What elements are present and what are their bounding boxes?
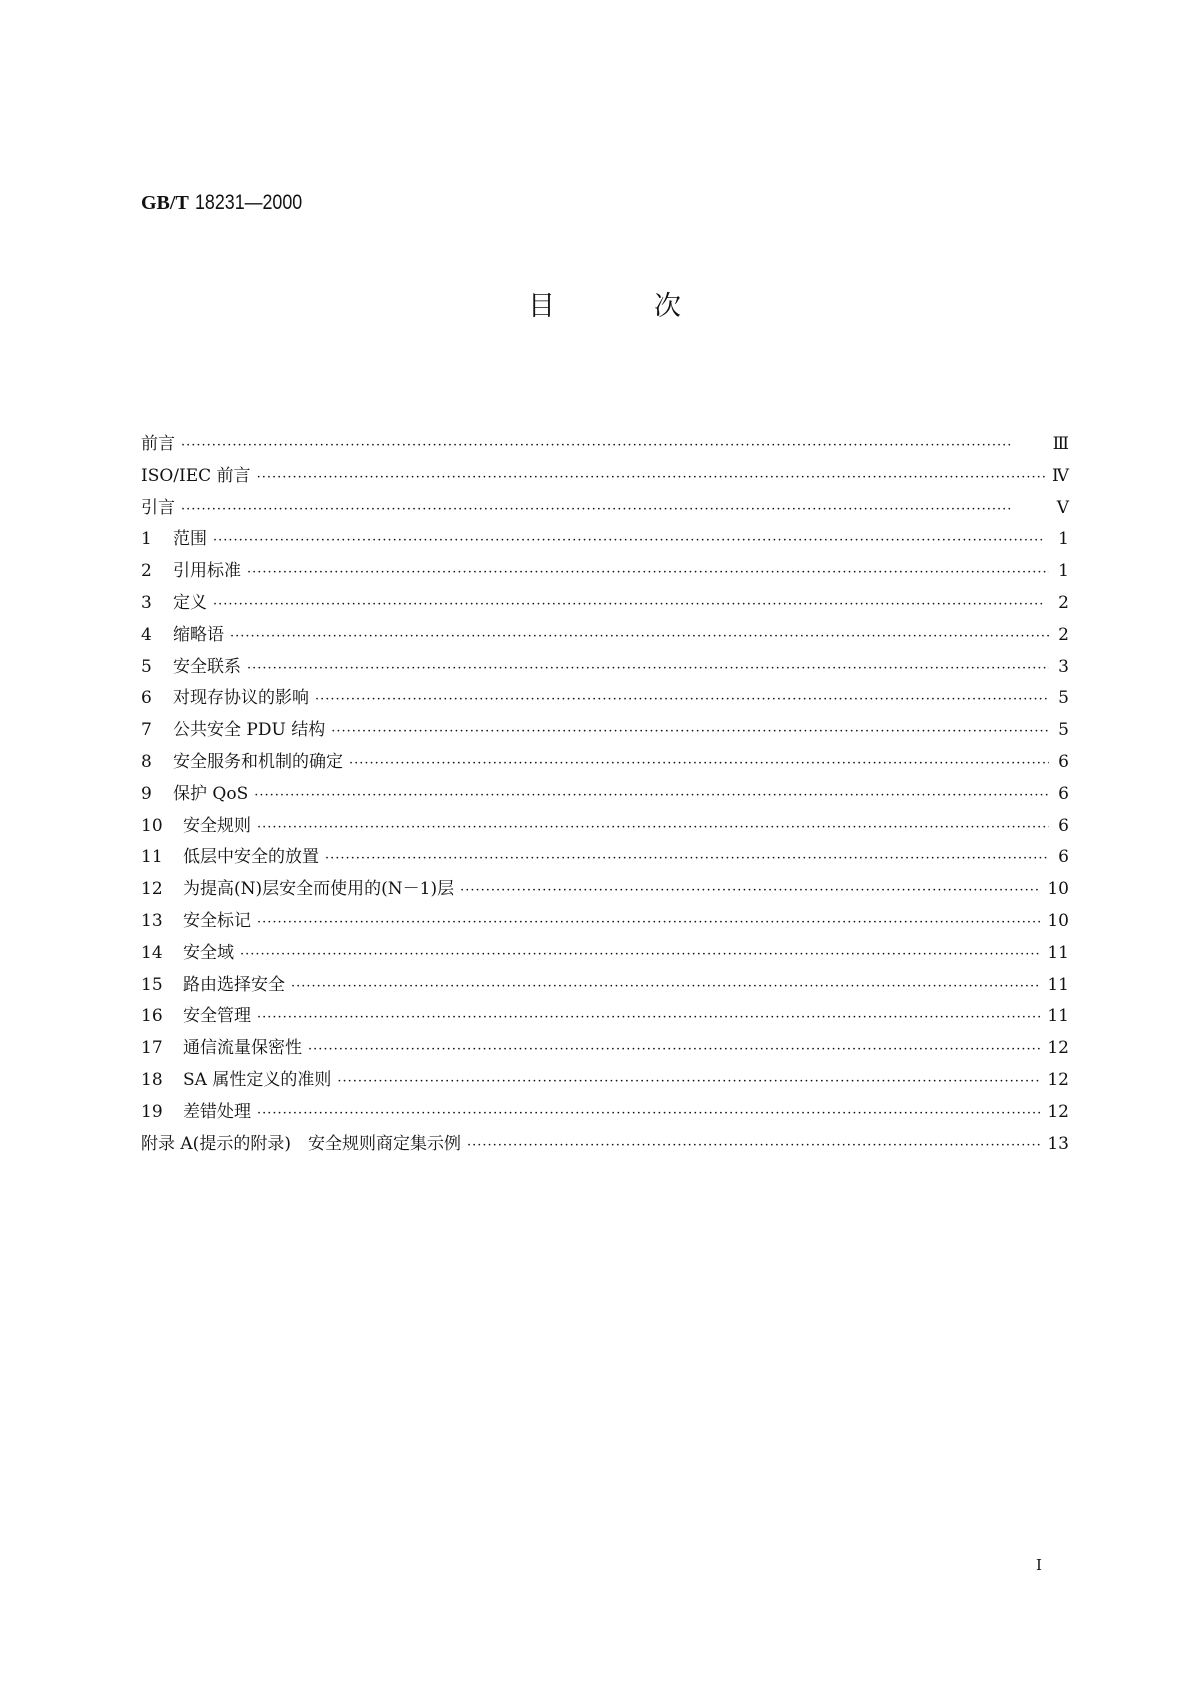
toc-entry-label: 安全服务和机制的确定 [173, 751, 343, 772]
toc-entry[interactable] [141, 1065, 1069, 1097]
dot-leader [181, 438, 1047, 453]
toc-entry-page: 11 [1047, 974, 1069, 995]
title-char-1: 目 [528, 291, 555, 322]
toc-entry[interactable] [141, 683, 1069, 715]
toc-entry-page: 2 [1058, 624, 1069, 645]
dot-leader [349, 756, 1049, 771]
toc-entry[interactable] [141, 811, 1069, 843]
dot-leader [257, 915, 1041, 930]
toc-entry-number: 6 [141, 688, 152, 709]
toc-entry-number: 19 [141, 1101, 163, 1122]
toc-entry-label: 附录 A(提示的附录) 安全规则商定集示例 [141, 1133, 461, 1154]
toc-entry[interactable] [141, 842, 1069, 874]
toc-entry-label: 低层中安全的放置 [183, 847, 319, 868]
toc-entry-page: Ⅴ [1056, 497, 1069, 518]
toc-entry-number: 16 [141, 1006, 163, 1027]
standard-code: 18231—2000 [195, 191, 303, 214]
toc-entry-page: 12 [1047, 1069, 1069, 1090]
toc-entry-page: Ⅳ [1052, 465, 1069, 486]
toc-entry[interactable] [141, 493, 1069, 525]
dot-leader [331, 724, 1049, 739]
toc-entry[interactable] [141, 779, 1069, 811]
toc-entry-number: 17 [141, 1038, 163, 1059]
toc-entry-page: 1 [1058, 561, 1069, 582]
toc-entry-number: 1 [141, 529, 152, 550]
toc-entry-number: 15 [141, 974, 163, 995]
toc-entry[interactable] [141, 938, 1069, 970]
toc-entry-label: 保护 QoS [173, 783, 249, 804]
dot-leader [467, 1138, 1041, 1153]
toc-entry-page: 10 [1047, 879, 1069, 900]
toc-entry-label: 缩略语 [173, 624, 224, 645]
toc-entry-number: 3 [141, 592, 152, 613]
toc-entry[interactable] [141, 1001, 1069, 1033]
standard-prefix: GB/T [141, 192, 189, 214]
toc-entry-page: 6 [1058, 815, 1069, 836]
toc-entry[interactable] [141, 652, 1069, 684]
toc-entry-page: 11 [1047, 942, 1069, 963]
dot-leader [337, 1074, 1041, 1089]
toc-entry-label: SA 属性定义的准则 [183, 1069, 332, 1090]
toc-entry-number: 9 [141, 783, 152, 804]
dot-leader [325, 851, 1049, 866]
toc-entry[interactable] [141, 461, 1069, 493]
toc-entry-number: 18 [141, 1069, 163, 1090]
title-char-2: 次 [654, 291, 681, 322]
toc-entry-page: 5 [1058, 720, 1069, 741]
toc-entry[interactable] [141, 874, 1069, 906]
toc-entry[interactable] [141, 524, 1069, 556]
toc-entry-page: 12 [1047, 1101, 1069, 1122]
toc-entry[interactable] [141, 588, 1069, 620]
toc-entry-label: 定义 [173, 592, 207, 613]
dot-leader [213, 533, 1049, 548]
toc-entry-label: 通信流量保密性 [183, 1038, 302, 1059]
page-number: I [1036, 1556, 1042, 1574]
toc-entry-page: 6 [1058, 847, 1069, 868]
dot-leader [257, 470, 1046, 485]
dot-leader [308, 1042, 1041, 1057]
toc-entry[interactable] [141, 906, 1069, 938]
dot-leader [257, 1010, 1041, 1025]
dot-leader [240, 947, 1041, 962]
toc-entry-number: 2 [141, 561, 152, 582]
dot-leader [257, 820, 1049, 835]
dot-leader [181, 502, 1049, 517]
toc-entry-number: 5 [141, 656, 152, 677]
toc-entry-page: Ⅲ [1052, 434, 1069, 454]
toc-entry-label: 安全管理 [183, 1006, 251, 1027]
toc-entry-label: 安全规则 [183, 815, 251, 836]
toc-entry-number: 14 [141, 942, 163, 963]
toc-entry-page: 3 [1058, 656, 1069, 677]
toc-entry-number: 8 [141, 751, 152, 772]
dot-leader [247, 565, 1049, 580]
toc-entry-label: 前言 [141, 434, 175, 454]
toc-entry-label: 路由选择安全 [183, 974, 285, 995]
dot-leader [460, 883, 1041, 898]
toc-entry[interactable] [141, 620, 1069, 652]
toc-entry-label: 安全标记 [183, 910, 251, 931]
toc-entry-page: 13 [1047, 1133, 1069, 1154]
toc-entry-label: 范围 [173, 529, 207, 550]
toc-entry-page: 1 [1058, 529, 1069, 550]
dot-leader [230, 629, 1049, 644]
toc-entry-label: 安全联系 [173, 656, 241, 677]
toc-entry-number: 4 [141, 624, 152, 645]
dot-leader [254, 788, 1049, 803]
toc-entry-label: ISO/IEC 前言 [141, 465, 251, 486]
toc-entry-number: 10 [141, 815, 163, 836]
toc-entry-page: 6 [1058, 783, 1069, 804]
toc-entry-number: 13 [141, 910, 163, 931]
standard-number [141, 190, 321, 215]
toc-entry-label: 引言 [141, 497, 175, 518]
toc-entry-page: 11 [1047, 1006, 1069, 1027]
toc-entry-label: 引用标准 [173, 561, 241, 582]
toc-entry-page: 5 [1058, 688, 1069, 709]
toc-entry-label: 对现存协议的影响 [173, 688, 309, 709]
toc-entry-label: 为提高(N)层安全而使用的(N－1)层 [183, 879, 455, 900]
toc-entry[interactable] [141, 1097, 1069, 1129]
toc-entry-number: 11 [141, 847, 163, 868]
dot-leader [315, 692, 1049, 707]
toc-entry[interactable] [141, 429, 1069, 461]
toc-entry-label: 安全域 [183, 942, 234, 963]
toc-entry-page: 6 [1058, 751, 1069, 772]
toc-entry-number: 7 [141, 720, 152, 741]
toc-entry[interactable] [141, 1033, 1069, 1065]
toc-entry[interactable] [141, 556, 1069, 588]
toc-entry[interactable] [141, 1129, 1069, 1161]
dot-leader [257, 1106, 1041, 1121]
toc-entry-page: 10 [1047, 910, 1069, 931]
dot-leader [291, 979, 1041, 994]
toc-entry-label: 公共安全 PDU 结构 [173, 720, 326, 741]
toc-entry-label: 差错处理 [183, 1101, 251, 1122]
dot-leader [247, 661, 1049, 676]
toc-entry[interactable] [141, 970, 1069, 1002]
dot-leader [213, 597, 1049, 612]
table-of-contents [141, 429, 1069, 1160]
toc-entry-number: 12 [141, 879, 163, 900]
toc-entry[interactable] [141, 747, 1069, 779]
toc-entry-page: 2 [1058, 592, 1069, 613]
toc-entry-page: 12 [1047, 1038, 1069, 1059]
toc-entry[interactable] [141, 715, 1069, 747]
